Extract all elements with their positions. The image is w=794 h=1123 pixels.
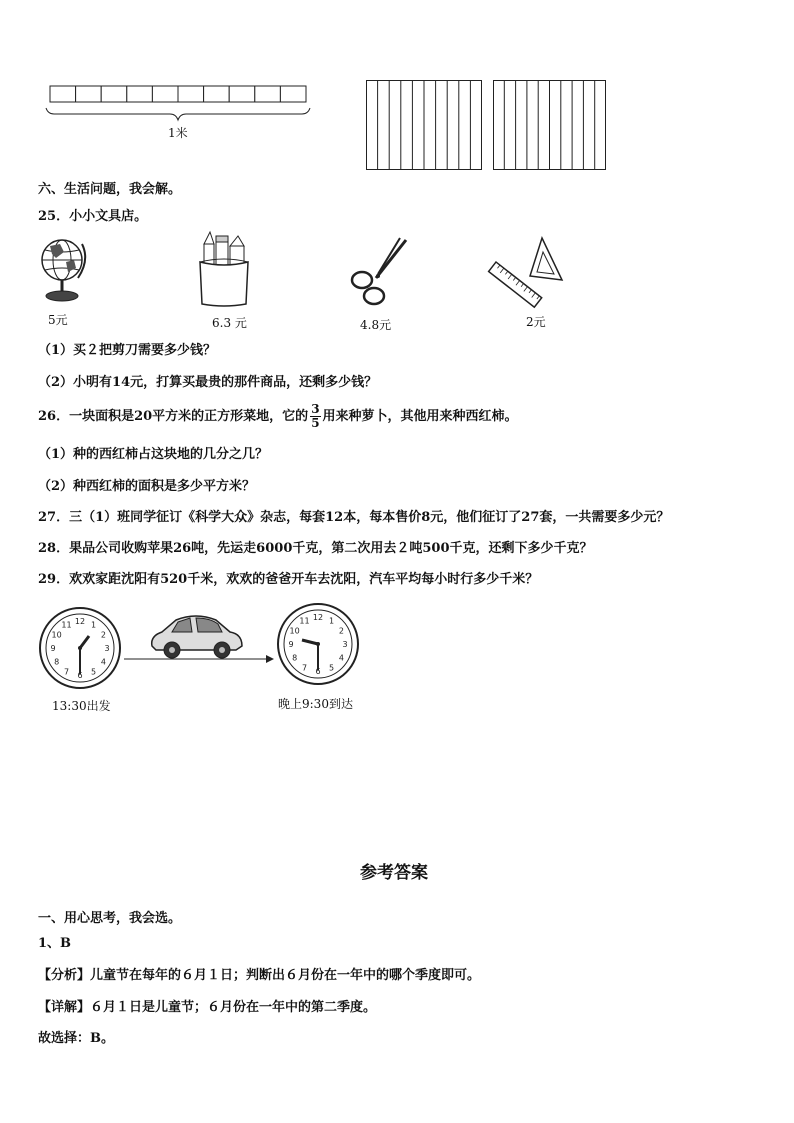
pencil-cup-price: 6.3 元 bbox=[212, 316, 247, 330]
arrival-label: 晚上9:30到达 bbox=[278, 697, 353, 711]
question-26-sub-1: （1）种的西红柿占这块地的几分之几？ bbox=[38, 447, 269, 462]
svg-text:6: 6 bbox=[77, 671, 83, 680]
question-28: 28．果品公司收购苹果26吨，先运走6000千克，第二次用去２吨500千克，还剩下多少千克？ bbox=[38, 541, 593, 556]
answers-section-1: 一、用心思考，我会选。 bbox=[38, 911, 182, 926]
question-26-sub-2: （2）种西红柿的面积是多少平方米？ bbox=[38, 479, 256, 494]
question-26 bbox=[38, 402, 518, 432]
travel-arrow bbox=[124, 654, 274, 664]
ruler-label: 1米 bbox=[168, 126, 188, 140]
question-25-title: 25．小小文具店。 bbox=[38, 209, 148, 224]
svg-text:12: 12 bbox=[312, 613, 324, 622]
answer-1: 1、B bbox=[38, 936, 72, 951]
svg-text:4: 4 bbox=[100, 657, 106, 667]
fraction-denominator: 5 bbox=[311, 416, 320, 430]
globe-icon bbox=[38, 234, 90, 306]
striped-rectangle-left bbox=[366, 80, 482, 170]
svg-text:3: 3 bbox=[342, 640, 348, 649]
question-26-text-after: 用来种萝卜，其他用来种西红柿。 bbox=[322, 409, 518, 424]
svg-text:6: 6 bbox=[315, 667, 321, 676]
svg-text:11: 11 bbox=[299, 616, 310, 626]
striped-rectangle-right bbox=[493, 80, 606, 170]
svg-text:5: 5 bbox=[90, 667, 97, 677]
fraction-three-fifths bbox=[310, 403, 320, 430]
pencil-cup-icon bbox=[194, 232, 254, 308]
globe-price: 5元 bbox=[48, 313, 68, 327]
ruler-triangle-icon bbox=[490, 236, 566, 306]
svg-text:1: 1 bbox=[90, 620, 97, 630]
svg-text:10: 10 bbox=[51, 630, 62, 640]
ruler-triangle-price: 2元 bbox=[526, 315, 546, 329]
svg-text:2: 2 bbox=[100, 630, 106, 640]
svg-text:9: 9 bbox=[288, 640, 294, 649]
svg-text:12: 12 bbox=[74, 617, 86, 626]
svg-text:3: 3 bbox=[104, 644, 110, 653]
question-25-sub-2: （2）小明有14元，打算买最贵的那件商品，还剩多少钱？ bbox=[38, 375, 378, 390]
svg-text:7: 7 bbox=[301, 663, 308, 673]
svg-text:8: 8 bbox=[292, 653, 298, 663]
svg-text:9: 9 bbox=[50, 644, 56, 653]
svg-text:4: 4 bbox=[338, 653, 344, 663]
answer-1-analysis: 【分析】儿童节在每年的６月１日；判断出６月份在一年中的哪个季度即可。 bbox=[38, 968, 481, 983]
answer-1-detail: 【详解】６月１日是儿童节；６月份在一年中的第二季度。 bbox=[38, 1000, 377, 1015]
scissors-price: 4.8元 bbox=[360, 318, 392, 332]
departure-clock-icon bbox=[38, 606, 122, 690]
svg-text:11: 11 bbox=[61, 620, 72, 630]
svg-text:5: 5 bbox=[328, 663, 335, 673]
question-26-text-before: 26．一块面积是20平方米的正方形菜地，它的 bbox=[38, 409, 309, 424]
meter-ruler-figure bbox=[46, 84, 312, 120]
departure-label: 13:30出发 bbox=[52, 699, 111, 713]
svg-text:1: 1 bbox=[328, 616, 335, 626]
answers-heading: 参考答案 bbox=[360, 863, 428, 883]
svg-text:7: 7 bbox=[63, 667, 70, 677]
svg-text:10: 10 bbox=[289, 626, 300, 636]
fraction-numerator: 3 bbox=[311, 402, 320, 416]
answer-1-conclusion: 故选择：B。 bbox=[38, 1031, 114, 1046]
question-25-sub-1: （1）买２把剪刀需要多少钱？ bbox=[38, 343, 217, 358]
question-29: 29．欢欢家距沈阳有520千米，欢欢的爸爸开车去沈阳，汽车平均每小时行多少千米？ bbox=[38, 572, 539, 587]
arrival-clock-icon bbox=[276, 602, 360, 686]
svg-text:8: 8 bbox=[54, 657, 60, 667]
scissors-icon bbox=[348, 234, 412, 308]
svg-text:2: 2 bbox=[338, 626, 344, 636]
question-27: 27．三（1）班同学征订《科学大众》杂志，每套12本，每本售价8元，他们征订了27套，一共需要多少元？ bbox=[38, 510, 670, 525]
section-6-title: 六、生活问题，我会解。 bbox=[38, 182, 182, 197]
